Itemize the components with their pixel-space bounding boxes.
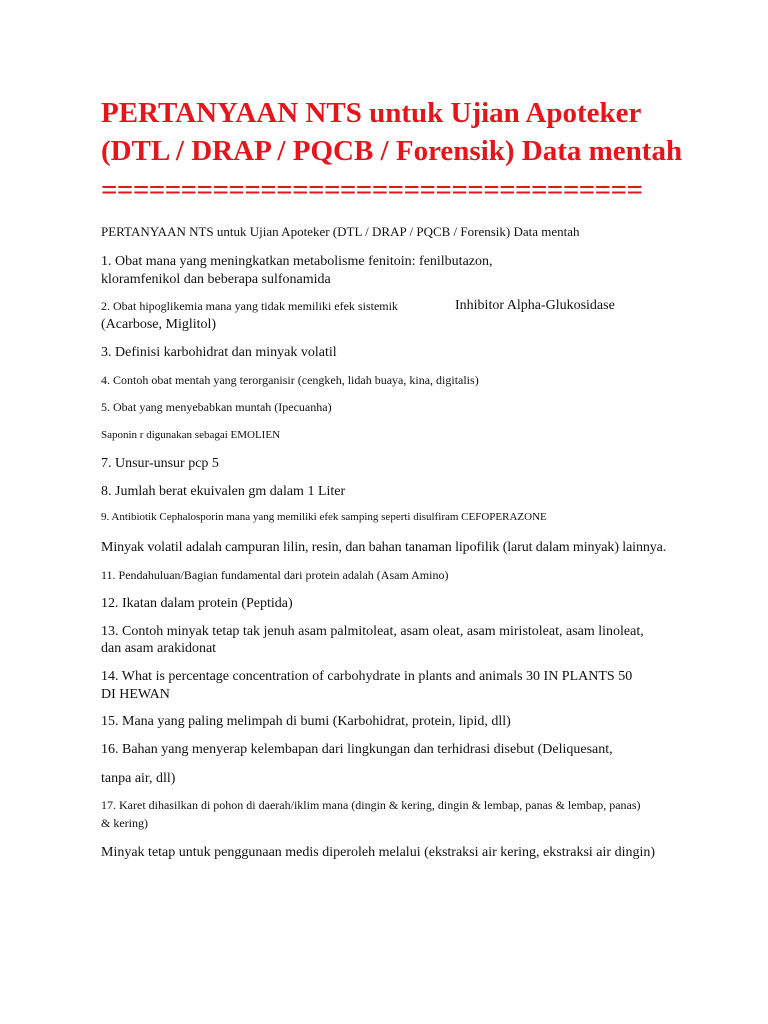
question-1-line-2: kloramfenikol dan beberapa sulfonamida (101, 272, 331, 287)
title-line-1: PERTANYAAN NTS untuk Ujian Apoteker (101, 97, 642, 129)
question-17-line-2: & kering) (101, 816, 148, 830)
question-2-text: 2. Obat hipoglikemia mana yang tidak memiliki efek sistemik (101, 299, 398, 313)
volatile-oil-line: Minyak volatil adalah campuran lilin, resin, dan bahan tanaman lipofilik (larut dalam minyak) lainnya. (101, 540, 667, 555)
question-1-line-1: 1. Obat mana yang meningkatkan metabolisme fenitoin: fenilbutazon, (101, 254, 493, 269)
question-16-line-1: 16. Bahan yang menyerap kelembapan dari lingkungan dan terhidrasi disebut (Deliquesant, (101, 742, 613, 757)
question-8: 8. Jumlah berat ekuivalen gm dalam 1 Liter (101, 484, 346, 499)
question-4: 4. Contoh obat mentah yang terorganisir (cengkeh, lidah buaya, kina, digitalis) (101, 373, 479, 387)
question-14-line-1: 14. What is percentage concentration of carbohydrate in plants and animals 30 IN PLANTS 50 (101, 669, 633, 684)
document-title (101, 94, 741, 170)
question-11: 11. Pendahuluan/Bagian fundamental dari protein adalah (Asam Amino) (101, 568, 449, 582)
question-14-line-2: DI HEWAN (101, 687, 170, 702)
question-13-line-2: dan asam arakidonat (101, 641, 217, 656)
question-2-line-1 (101, 298, 751, 314)
question-5: 5. Obat yang menyebabkan muntah (Ipecuanha) (101, 400, 332, 414)
question-9: 9. Antibiotik Cephalosporin mana yang memiliki efek samping seperti disulfiram CEFOPERAZONE (101, 511, 547, 523)
question-2-line-2: (Acarbose, Miglitol) (101, 317, 217, 332)
title-separator: ================================== (101, 175, 643, 205)
question-17-line-1: 17. Karet dihasilkan di pohon di daerah/iklim mana (dingin & kering, dingin & lembap, panas & lembap, panas) (101, 798, 641, 812)
title-line-2: (DTL / DRAP / PQCB / Forensik) Data mentah (101, 135, 683, 167)
subtitle-line: PERTANYAAN NTS untuk Ujian Apoteker (DTL / DRAP / PQCB / Forensik) Data mentah (101, 224, 580, 239)
question-3: 3. Definisi karbohidrat dan minyak volatil (101, 345, 337, 360)
question-12: 12. Ikatan dalam protein (Peptida) (101, 596, 293, 611)
question-16-line-2: tanpa air, dll) (101, 771, 176, 786)
question-7: 7. Unsur-unsur pcp 5 (101, 456, 219, 471)
saponin-line: Saponin r digunakan sebagai EMOLIEN (101, 429, 281, 441)
fixed-oil-line: Minyak tetap untuk penggunaan medis diperoleh melalui (ekstraksi air kering, ekstraksi air dingin) (101, 845, 656, 860)
question-2-answer: Inhibitor Alpha-Glukosidase (455, 298, 615, 313)
question-13-line-1: 13. Contoh minyak tetap tak jenuh asam palmitoleat, asam oleat, asam miristoleat, asam linoleat, (101, 624, 644, 639)
question-15: 15. Mana yang paling melimpah di bumi (Karbohidrat, protein, lipid, dll) (101, 714, 511, 729)
